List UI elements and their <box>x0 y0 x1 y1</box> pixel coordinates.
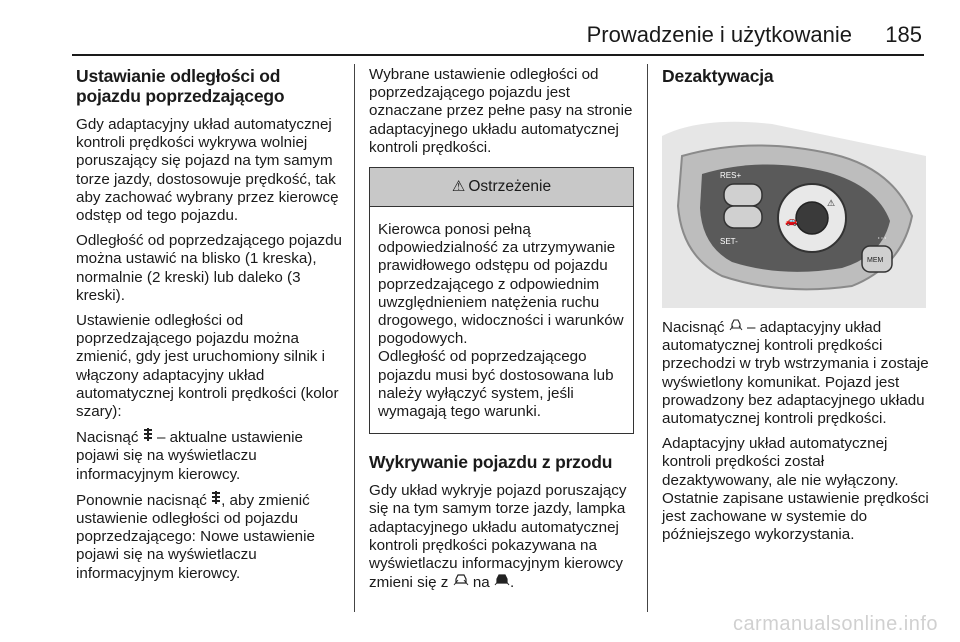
column-1 <box>76 66 348 590</box>
column-2 <box>369 66 634 599</box>
heading-deactivation: Dezaktywacja <box>662 66 774 86</box>
paragraph <box>662 318 930 428</box>
svg-text:🚗: 🚗 <box>785 216 798 227</box>
acc-icon <box>729 318 743 336</box>
page-number: 185 <box>885 22 922 47</box>
res-label: RES+ <box>720 171 742 180</box>
warning-header <box>370 168 633 207</box>
watermark: carmanualsonline.info <box>732 613 938 635</box>
paragraph <box>76 428 348 484</box>
text: Nacisnąć <box>662 319 725 336</box>
page-header <box>0 0 960 56</box>
column-divider <box>647 64 648 612</box>
warning-text: Odległość od poprzedzającego pojazdu musi być dostosowana lub należy wyłączyć system, jeśli wymagają tego warunki. <box>378 348 614 421</box>
text: – adaptacyjny układ automatycznej kontroli prędkości przechodzi w tryb wstrzymania i zostaje wyświetlony komunikat. Pojazd jest prowadzony bez adaptacyjnego układu automatycznej kontroli prędkości. <box>662 319 929 428</box>
paragraph: Adaptacyjny układ automatycznej kontroli prędkości został dezaktywowany, ale nie wyłączony. Ostatnie zapisane ustawienie prędkości jest zachowane w systemie do późniejszego wykorzystania. <box>662 435 929 544</box>
set-label: SET- <box>720 237 738 246</box>
header-rule <box>72 54 924 56</box>
heading-distance-setting: Ustawianie odległości od pojazdu poprzedzającego <box>76 66 285 106</box>
steering-wheel-controls-image <box>662 96 926 308</box>
text: Gdy układ wykryje pojazd poruszający się na tym samym torze jazdy, lampka adaptacyjnego układu automatycznej kontroli prędkości pokazywana na wyświetlaczu informacyjnym kierowcy zmieni się z <box>369 482 627 592</box>
acc-car-icon <box>453 573 469 591</box>
mem-label: MEM <box>867 257 884 264</box>
warning-title: Ostrzeżenie <box>468 177 552 195</box>
distance-setting-icon <box>211 491 221 509</box>
paragraph <box>369 482 634 592</box>
warning-box <box>369 167 634 434</box>
text: . <box>509 574 515 592</box>
svg-text:⚠: ⚠ <box>827 198 836 208</box>
text: – aktualne ustawienie pojawi się na wyświetlaczu informacyjnym kierowcy. <box>76 429 304 483</box>
acc-car-detected-icon <box>494 573 510 591</box>
warning-triangle-icon: ⚠ <box>451 177 466 195</box>
warning-text: Kierowca ponosi pełną odpowiedzialność za utrzymywanie prawidłowego odstępu od pojazdu poprzedzającego z odpowiednim uwzględnieniem natężenia ruchu drogowego, widoczności i warunków pogodowych. <box>378 221 624 348</box>
svg-text:⋯: ⋯ <box>877 233 887 244</box>
text: , aby zmienić ustawienie odległości od pojazdu poprzedzającego: Nowe ustawienie pojawi się na wyświetlaczu informacyjnym kierowcy. <box>76 491 315 582</box>
paragraph: Gdy adaptacyjny układ automatycznej kontroli prędkości wykrywa wolniej poruszający się pojazd na tym samym torze jazdy, dostosowuje prędkość, tak aby zachować wybrany przez kierowcę odstęp od tego pojazdu. <box>76 116 339 225</box>
heading-vehicle-detection: Wykrywanie pojazdu z przodu <box>369 452 613 473</box>
text: Ponownie nacisnąć <box>76 491 207 509</box>
section-title: Prowadzenie i użytkowanie <box>586 22 852 47</box>
column-divider <box>354 64 355 612</box>
column-3 <box>662 66 930 551</box>
paragraph <box>76 491 348 583</box>
paragraph: Odległość od poprzedzającego pojazdu można ustawić na blisko (1 kreska), normalnie (2 kreski) lub daleko (3 kreski). <box>76 232 342 304</box>
paragraph: Ustawienie odległości od poprzedzającego pojazdu można zmienić, gdy jest uruchomiony silnik i włączony adaptacyjny układ automatycznej kontroli prędkości (kolor szary): <box>76 312 339 421</box>
paragraph: Wybrane ustawienie odległości od poprzedzającego pojazdu jest oznaczane przez pełne pasy na stronie adaptacyjnego układu automatycznej kontroli prędkości. <box>369 66 633 156</box>
distance-setting-icon <box>143 428 153 446</box>
text: Nacisnąć <box>76 429 139 447</box>
warning-body <box>370 207 633 433</box>
text: na <box>472 574 490 592</box>
